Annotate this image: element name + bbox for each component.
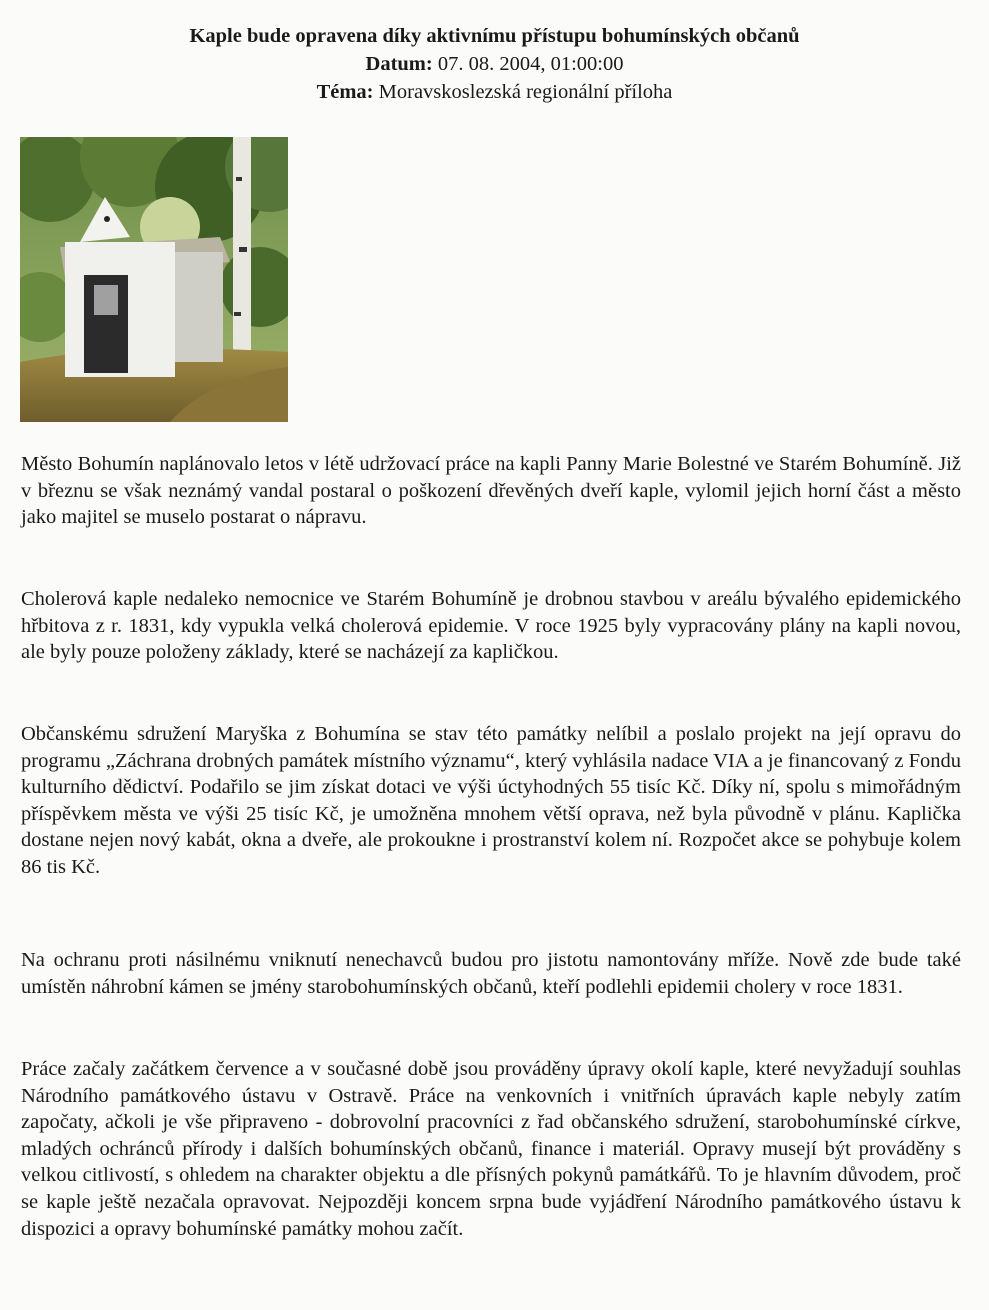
paragraph-1: [21, 451, 961, 531]
paragraph-2: [21, 586, 961, 666]
paragraph-text: Práce začaly začátkem července a v současné době jsou prováděny úpravy okolí kaple, které nevyžadují souhlas Národního památkového ústavu v Ostravě. Práce na venkovních i vnitřních úpravách kaple nebyly zatím započaty, ačkoli je vše připraveno - dobrovolní pracovníci z řad občanského sdružení, starobohumínské církve, mladých ochránců přírody i dalších bohumínských občanů, finance i materiál. Opravy musejí být prováděny s velkou citlivostí, s ohledem na charakter objektu a dle přísných pokynů památkářů. To je hlavním důvodem, proč se kaple ještě nezačala opravovat. Nejpozději koncem srpna bude vyjádření Národního památkového ústavu k dispozici a opravy bohumínské památky mohou začít.: [21, 1058, 961, 1240]
paragraph-4: [21, 947, 961, 1000]
topic-label: Téma:: [316, 81, 374, 103]
paragraph-5: [21, 1056, 961, 1242]
paragraph-text: Cholerová kaple nedaleko nemocnice ve Starém Bohumíně je drobnou stavbou v areálu bývalého epidemického hřbitova z r. 1831, kdy vypukla velká cholerová epidemie. V roce 1925 byly vypracovány plány na kapli novou, ale byly pouze položeny základy, které se nacházejí za kapličkou.: [21, 588, 961, 664]
topic-line: [0, 78, 989, 106]
chapel-photo: [20, 137, 288, 422]
paragraph-3: [21, 721, 961, 881]
date-label: Datum:: [365, 53, 433, 75]
paragraph-text: Na ochranu proti násilnému vniknutí nenechavců budou pro jistotu namontovány mříže. Nově zde bude také umístěn náhrobní kámen se jmény starobohumínských občanů, kteří podlehli epidemii cholery v roce 1831.: [21, 949, 961, 998]
article-header: [0, 22, 989, 106]
paragraph-text: Občanskému sdružení Maryška z Bohumína se stav této památky nelíbil a poslalo projekt na její opravu do programu „Záchrana drobných památek místního významu“, který vyhlásila nadace VIA a je financovaný z Fondu kulturního dědictví. Podařilo se jim získat dotaci ve výši úctyhodných 55 tisíc Kč. Díky ní, spolu s mimořádným příspěvkem města ve výši 25 tisíc Kč, je umožněna mnohem větší oprava, než byla původně v plánu. Kaplička dostane nejen nový kabát, okna a dveře, ale prokoukne i prostranství kolem ní. Rozpočet akce se pohybuje kolem 86 tis Kč.: [21, 723, 961, 878]
topic-value: Moravskoslezská regionální příloha: [378, 81, 673, 103]
date-value: 07. 08. 2004, 01:00:00: [437, 53, 624, 75]
paragraph-text: Město Bohumín naplánovalo letos v létě udržovací práce na kapli Panny Marie Bolestné ve Starém Bohumíně. Již v březnu se však neznámý vandal postaral o poškození dřevěných dveří kaple, vylomil jejich horní část a město jako majitel se muselo postarat o nápravu.: [21, 453, 961, 529]
article-title: Kaple bude opravena díky aktivnímu přístupu bohumínských občanů: [189, 25, 800, 47]
date-line: [0, 50, 989, 78]
